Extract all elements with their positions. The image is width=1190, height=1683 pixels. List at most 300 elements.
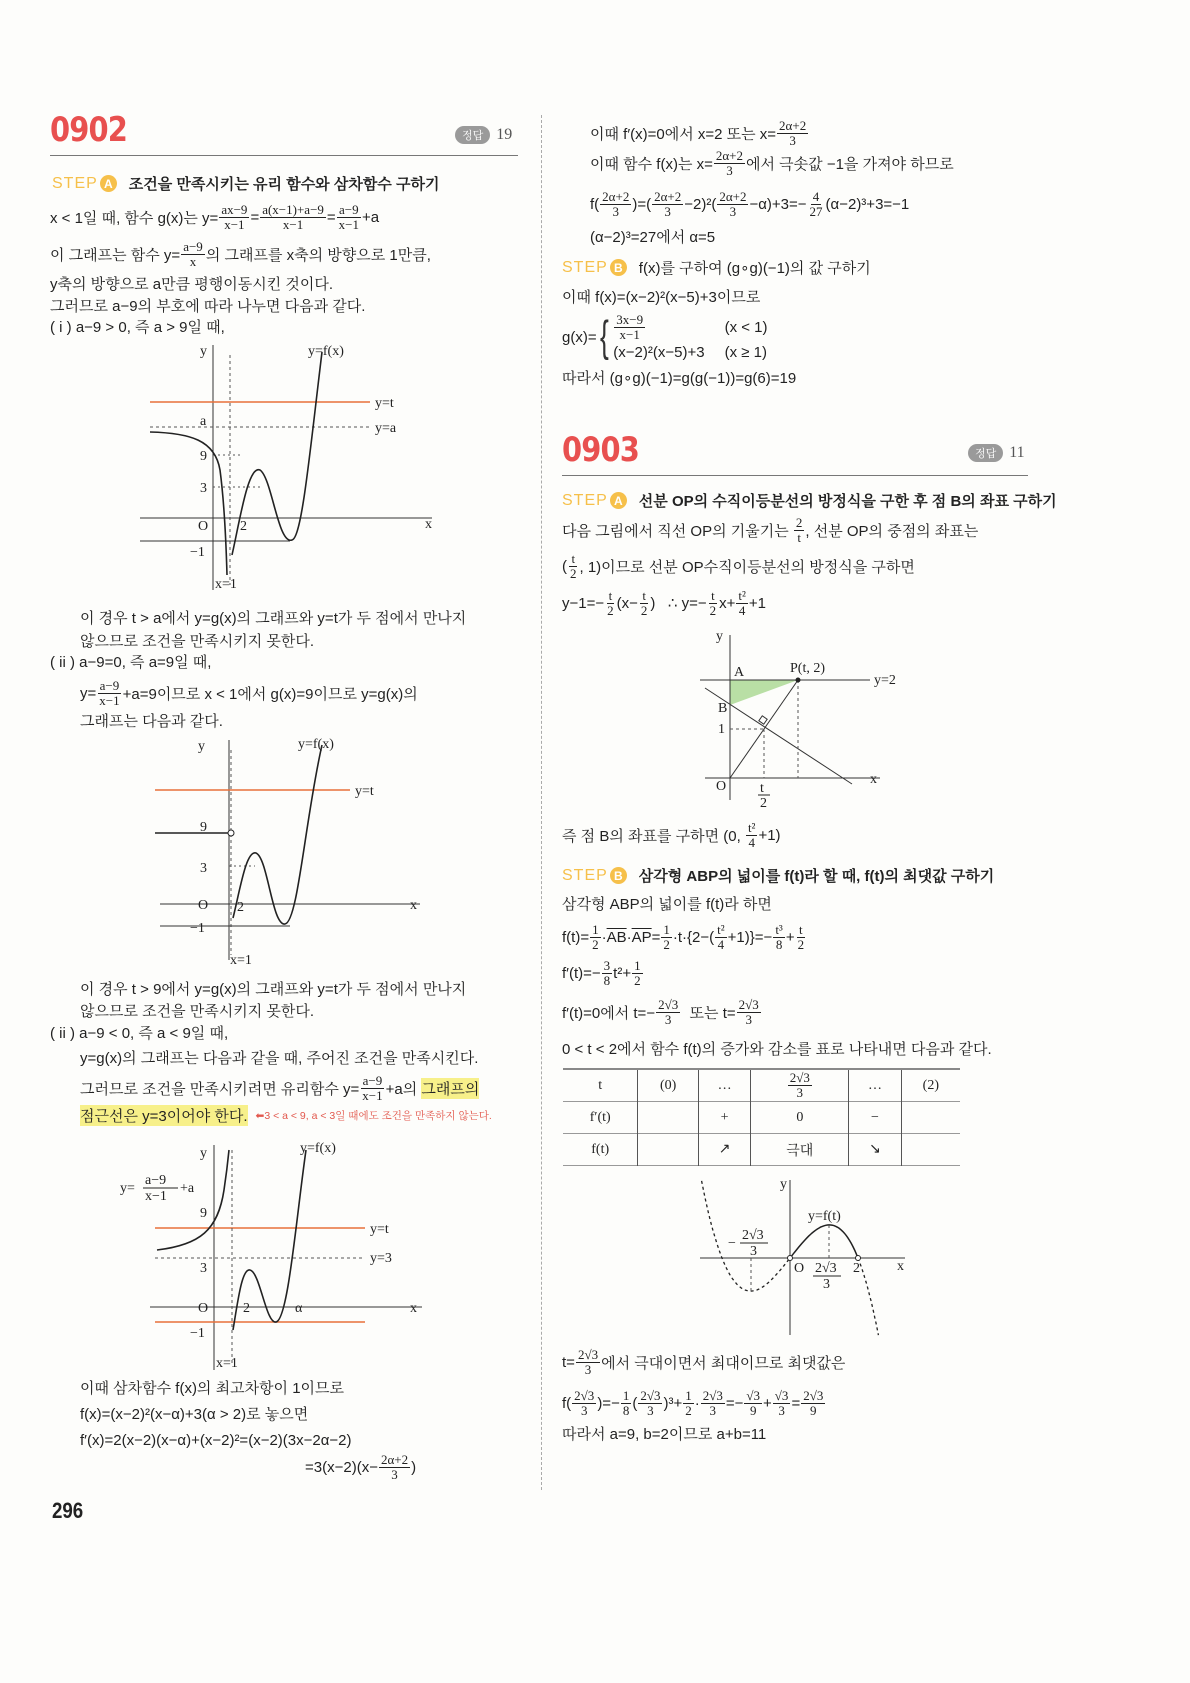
fraction [219,203,249,232]
math-text: 에서 극솟값 −1을 가져야 하므로 [746,155,954,173]
svg-text:B: B [718,701,728,716]
numerator: t³ [775,921,783,937]
cubic-curve [233,745,322,924]
math-text: 이때 f′(x)=0에서 x=2 또는 x= [590,125,777,143]
denominator: x−1 [338,216,360,232]
fraction [614,313,645,342]
svg-text:y=t: y=t [375,396,394,411]
math-text: 않으므로 조건을 만족시키지 못한다. [80,1002,315,1020]
denominator: 3 [778,1402,785,1418]
text-line [305,1450,416,1484]
denominator: 3 [664,1011,672,1027]
ft-solid-curve [790,1225,858,1258]
graph-triangle-abp [690,620,920,810]
fraction [683,1389,694,1418]
math-text: f′(t)=− [562,964,601,982]
fraction [590,923,601,952]
text-line [590,219,715,253]
denominator: 2 [709,602,717,618]
math-text: +a [362,208,380,226]
text-line [80,1098,492,1132]
svg-text:y: y [200,1146,207,1161]
denominator: 2 [592,936,599,952]
table-cell [638,1134,699,1166]
svg-text:3: 3 [200,861,207,876]
math-text: (x < 1) [724,319,768,336]
step-a-heading [52,173,439,194]
fraction [605,589,616,618]
step-title: 삼각형 ABP의 넓이를 f(t)라 할 때, f(t)의 최댓값 구하기 [638,868,995,885]
denominator: x−1 [619,327,640,342]
answer-label: 정답 [455,126,490,144]
header-rule [50,155,518,156]
svg-text:y=: y= [120,1181,135,1196]
math-text: y축의 방향으로 a만큼 평행이동시킨 것이다. [50,275,334,293]
text-line [50,644,211,678]
svg-text:t: t [760,781,764,796]
fraction [632,959,643,988]
table-cell: (0) [638,1069,699,1102]
text-line [562,549,915,583]
text-line [562,920,807,954]
fraction [638,1389,662,1418]
table-cell: ↘ [849,1134,901,1166]
numerator: 2α+2 [719,188,747,204]
overlined-segment: $\overline{AP}$ [631,928,652,946]
math-text: (x ≥ 1) [724,344,767,361]
numerator: t² [738,587,746,603]
math-text: y= [80,684,97,702]
fraction [737,998,761,1027]
text-line [562,995,762,1029]
svg-text:−1: −1 [190,1326,205,1341]
table-cell [638,1102,699,1134]
math-text: t²+ [613,964,632,982]
svg-text:y=t: y=t [370,1222,389,1237]
numerator: 2√3 [577,1346,599,1362]
math-text: ( i ) a−9 > 0, 즉 a > 9일 때, [50,318,225,336]
svg-text:2: 2 [853,1261,860,1276]
math-text: 이 경우 t > 9에서 y=g(x)의 그래프와 y=t가 두 점에서 만나지 [80,980,467,998]
svg-text:y: y [198,739,205,754]
denominator: 2 [663,936,670,952]
denominator: 4 [717,936,725,952]
table-row [563,1102,960,1134]
math-text: f( [562,1394,572,1412]
text-line [562,312,768,361]
denominator: 3 [664,203,671,219]
numerator: 4 [812,188,820,204]
math-text: · [694,1394,700,1412]
math-text: 삼각형 ABP의 넓이를 f(t)라 하면 [562,895,772,913]
math-text: 이 경우 t > a에서 y=g(x)의 그래프와 y=t가 두 점에서 만나지 [80,609,467,627]
math-text: −α)+3=− [749,195,807,213]
step-b-heading [562,865,994,886]
fraction [602,959,613,988]
math-text: x < 1일 때, 함수 g(x)는 y= [50,209,219,227]
table-cell: 극대 [751,1134,849,1166]
fraction [736,589,748,618]
step-label: STEP [562,258,608,276]
table-cell: (2) [901,1069,960,1102]
svg-text:y=f(x): y=f(x) [300,1141,336,1156]
brace-icon: { [599,312,609,361]
numerator: t² [717,921,725,937]
numerator: ax−9 [221,201,248,217]
answer-badge [455,126,512,144]
problem-number: 0903 [562,430,640,470]
fraction [773,923,785,952]
math-text: = [250,208,260,226]
denominator: 3 [726,162,733,178]
svg-text:x: x [897,1259,904,1274]
numerator: 2 [795,514,803,530]
math-text: ( [632,1394,638,1412]
text-line [562,279,760,313]
svg-text:−1: −1 [190,545,205,560]
denominator: 3 [745,1011,752,1027]
fraction [801,1389,825,1418]
math-text: 않으므로 조건을 만족시키지 못한다. [80,632,315,650]
table-cell [901,1134,960,1166]
svg-text:y=t: y=t [355,784,374,799]
numerator: t [711,587,715,603]
math-text: , 1)이므로 선분 OP수직이등분선의 방정식을 구하면 [579,558,915,576]
math-text: · [601,928,607,946]
math-text: (x− [616,594,638,612]
case-cell [613,344,704,361]
math-text: t= [562,1353,575,1371]
open-point [228,830,234,836]
math-text: 그러므로 a−9의 부호에 따라 나누면 다음과 같다. [50,297,366,315]
math-text: )=− [597,1394,620,1412]
table-cell: − [849,1102,901,1134]
fraction [794,516,805,545]
table-cell: f′(t) [589,1109,611,1125]
numerator: a−9 [362,1072,383,1088]
svg-text:y=2: y=2 [874,673,896,688]
math-text: ) [411,1458,417,1476]
denominator: 3 [789,132,796,148]
fraction [652,190,683,219]
svg-text:x: x [870,772,877,787]
table-cell: ↗ [698,1134,750,1166]
step-title: 조건을 만족시키는 유리 함수와 삼차함수 구하기 [128,176,440,193]
text-line [590,187,909,221]
math-text: x+ [719,594,736,612]
numerator: 2α+2 [602,188,630,204]
denominator: 3 [729,203,737,219]
table-cell [901,1102,960,1134]
fraction [260,203,326,232]
increase-decrease-table [563,1068,960,1166]
fraction [708,589,719,618]
svg-text:3: 3 [200,1261,207,1276]
svg-text:O: O [716,779,727,794]
denominator: x−1 [362,1087,383,1103]
math-text: y−1=− [562,594,605,612]
highlighted-text: 그래프의 [421,1078,479,1099]
svg-text:y=a: y=a [375,421,397,436]
step-b-heading [562,257,871,278]
math-text: = [651,928,661,946]
case-cell [725,319,768,336]
math-text: =− [725,1394,744,1412]
math-text: 에서 극대이면서 최대이므로 최댓값은 [601,1354,846,1372]
math-text: 그러므로 조건을 만족시키려면 유리함수 y= [80,1080,360,1098]
math-text: y=g(x)의 그래프는 다음과 같을 때, 주어진 조건을 만족시킨다. [80,1049,479,1067]
fraction [744,1389,762,1418]
svg-text:O: O [198,898,209,913]
step-label: STEP [562,866,608,884]
denominator: 2 [607,602,614,618]
svg-text:y: y [780,1177,787,1192]
math-text: 이때 삼차함수 f(x)의 최고차항이 1이므로 [80,1379,345,1397]
math-text: f(t)= [562,928,590,946]
denominator: 8 [603,972,611,988]
page-number: 296 [52,1498,84,1523]
graph-case-2 [140,730,440,970]
fraction [576,1348,600,1377]
numerator: 1 [634,957,641,973]
denominator: 3 [584,1361,592,1377]
math-text: 이 그래프는 함수 y= [50,246,181,264]
svg-text:x−1: x−1 [145,1189,167,1204]
denominator: 8 [775,936,783,952]
svg-text:−1: −1 [190,921,205,936]
denominator: 3 [709,1402,717,1418]
denominator: 2 [685,1402,692,1418]
text-line [562,586,766,620]
fraction [715,923,727,952]
svg-text:O: O [198,1301,209,1316]
svg-text:2: 2 [240,519,247,534]
text-line [562,818,781,852]
numerator: 2√3 [640,1387,661,1403]
svg-text:α: α [295,1301,303,1316]
fraction [746,821,758,850]
math-text: ( ii ) a−9 < 0, 즉 a < 9일 때, [50,1024,229,1042]
numerator: t [571,550,576,566]
svg-text:1: 1 [718,722,725,737]
step-label: STEP [52,174,98,192]
fraction [717,190,748,219]
math-text: +a=9이므로 x < 1에서 g(x)=9이므로 y=g(x)의 [122,685,418,703]
svg-text:2: 2 [760,796,767,811]
math-text: +1)}=− [727,928,773,946]
numerator: a−9 [339,201,359,217]
step-badge: A [100,175,117,192]
text-line [562,513,978,547]
text-line [562,1416,766,1450]
text-line [562,360,796,394]
svg-text:O: O [198,519,209,534]
math-text: · [626,928,632,946]
numerator: 2√3 [803,1387,824,1403]
svg-text:a−9: a−9 [145,1173,167,1188]
denominator: x−1 [224,216,245,232]
numerator: 2√3 [738,996,759,1012]
numerator: t [799,921,803,937]
math-text: f′(x)=2(x−2)(x−α)+(x−2)²=(x−2)(3x−2α−2) [80,1431,352,1449]
math-text: (α−2)³=27에서 α=5 [590,228,716,246]
denominator: 3 [580,1402,588,1418]
numerator: 1 [663,921,670,937]
graph-case-1 [130,335,450,600]
svg-text:x: x [425,517,432,532]
fraction [621,1389,632,1418]
svg-text:2: 2 [237,900,244,915]
step-a-heading [562,490,1057,511]
numerator: a(x−1)+a−9 [262,201,324,217]
math-text: = [791,1394,801,1412]
math-text: 이때 f(x)=(x−2)²(x−5)+3이므로 [562,288,761,306]
math-text: 따라서 (g∘g)(−1)=g(g(−1))=g(6)=19 [562,369,797,387]
case-cell [725,344,768,361]
denominator: 4 [748,834,755,850]
triangle-abp [730,680,798,705]
problem-number: 0902 [50,110,128,150]
math-text: 또는 t= [681,1004,736,1022]
table-row [563,1069,960,1102]
math-text: f(x)=(x−2)²(x−α)+3(α > 2)로 놓으면 [80,1405,309,1423]
svg-text:O: O [794,1261,805,1276]
text-line [590,116,809,150]
numerator: 2α+2 [380,1451,409,1467]
answer-label: 정답 [968,444,1003,462]
text-line [562,1386,826,1420]
math-text: 다음 그림에서 직선 OP의 기울기는 [562,522,793,540]
fraction [568,552,579,581]
svg-text:x=1: x=1 [230,953,252,968]
svg-text:x: x [410,898,417,913]
denominator: 2 [640,602,648,618]
svg-text:9: 9 [200,1206,207,1221]
math-text: + [763,1394,772,1412]
fraction [796,923,807,952]
svg-text:y=f(x): y=f(x) [298,737,334,752]
table-cell: + [698,1102,750,1134]
table-cell: f(t) [591,1141,610,1157]
svg-text:3: 3 [200,481,207,496]
text-line [562,956,644,990]
numerator: 3x−9 [616,312,644,327]
math-text: g(x)= [562,328,597,346]
svg-text:y=f(x): y=f(x) [308,344,344,359]
svg-text:x=1: x=1 [215,577,237,592]
column-divider [541,115,542,1490]
math-text: 그래프는 다음과 같다. [80,712,223,730]
denominator: 3 [391,1466,398,1482]
text-line [590,146,954,180]
math-text: 따라서 a=9, b=2이므로 a+b=11 [562,1425,767,1443]
step-title: 선분 OP의 수직이등분선의 방정식을 구한 후 점 B의 좌표 구하기 [638,493,1057,510]
fraction [773,1389,791,1418]
table-cell: t [598,1077,603,1093]
numerator: 2α+2 [779,117,807,133]
header-rule [562,475,1028,476]
fraction [808,190,825,219]
case-cell [613,313,704,342]
overlined-segment: $\overline{AB}$ [606,928,627,946]
fraction [714,149,745,178]
math-text: f( [590,195,600,213]
numerator: √3 [746,1387,761,1403]
hyperbola-curve [150,432,227,575]
text-line [562,886,772,920]
svg-text:3: 3 [750,1244,757,1259]
numerator: t [642,587,646,603]
fraction [777,119,808,148]
graph-case-3 [110,1135,440,1375]
math-text: )³+ [663,1394,683,1412]
highlighted-text: 점근선은 y=3이어야 한다. [80,1105,248,1126]
denominator: 9 [749,1402,757,1418]
math-text: +1) [758,826,781,844]
step-title: f(x)를 구하여 (g∘g)(−1)의 값 구하기 [638,260,871,277]
denominator: 9 [810,1402,817,1418]
fraction [379,1453,410,1482]
answer-badge [968,444,1025,462]
math-text: ·t·{2−( [672,928,715,946]
numerator: √3 [774,1387,789,1403]
svg-text:y=f(t): y=f(t) [808,1209,841,1224]
math-text: −2)²( [684,195,717,213]
svg-text:3: 3 [823,1277,830,1292]
svg-text:−: − [728,1236,736,1251]
math-text: +1 [748,594,767,612]
svg-text:9: 9 [200,449,207,464]
denominator: 4 [738,602,746,618]
numerator: 2√3 [574,1387,595,1403]
math-text: +a의 [385,1080,422,1098]
fraction [639,589,650,618]
fraction [701,1389,725,1418]
math-text: )=( [632,195,652,213]
denominator: x−1 [99,692,120,708]
math-text: (x−2)²(x−5)+3 [613,344,705,361]
table-cell: 0 [751,1102,849,1134]
numerator: 1 [685,1387,692,1403]
math-text: =3(x−2)(x− [305,1458,378,1476]
denominator: x−1 [282,216,304,232]
text-line [80,1040,478,1074]
svg-text:2√3: 2√3 [815,1261,837,1276]
case-rows [613,313,767,361]
svg-text:y: y [716,629,723,644]
answer-value: 11 [1009,444,1025,461]
math-text: , 선분 OP의 중점의 좌표는 [805,522,979,540]
math-text: f′(t)=0에서 t=− [562,1004,656,1022]
side-note: ⬅3 < a < 9, a < 3일 때에도 조건을 만족하지 않는다. [255,1109,492,1122]
math-text: 즉 점 B의 좌표를 구하면 (0, [562,827,745,845]
fraction [572,1389,596,1418]
fraction [600,190,631,219]
denominator: t [797,529,801,545]
hyperbola-curve [157,1150,229,1250]
svg-text:y: y [200,344,207,359]
table-row [563,1134,960,1166]
numerator: 2√3 [658,996,679,1012]
graph-ft [690,1172,920,1342]
denominator: 8 [622,1402,630,1418]
numerator: t² [747,819,756,835]
numerator: 2√3 [702,1387,723,1403]
math-text: ( ii ) a−9=0, 즉 a=9일 때, [50,653,212,671]
text-line [562,1031,992,1065]
answer-value: 19 [496,126,513,143]
math-text: = [326,208,336,226]
